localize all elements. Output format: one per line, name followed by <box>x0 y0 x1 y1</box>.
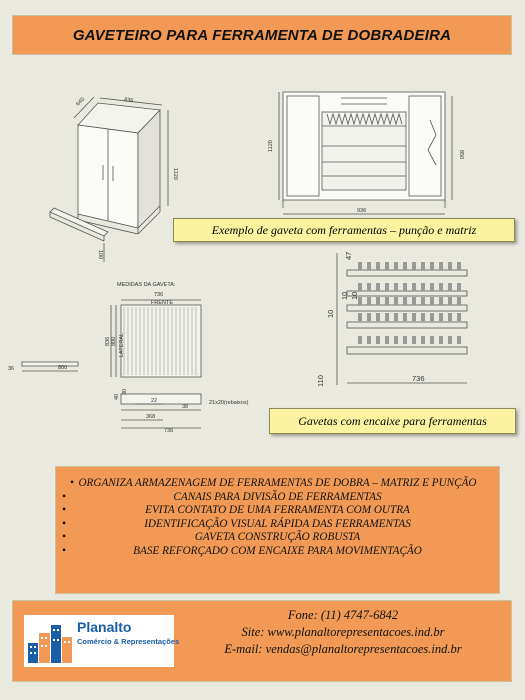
callout-drawer-slots-text: Gavetas com encaixe para ferramentas <box>298 413 487 428</box>
tool-slot <box>430 283 434 291</box>
tool-slot <box>367 313 371 321</box>
tool-slot <box>376 283 380 291</box>
section-dim-38: 38 <box>182 404 189 410</box>
front-dim-1120: 1120 <box>268 140 274 152</box>
tool-slot <box>358 262 362 270</box>
tool-slot <box>430 313 434 321</box>
features-list <box>66 477 489 558</box>
tool-slot <box>367 336 371 344</box>
tool-slot <box>421 283 425 291</box>
tool-slot <box>439 262 443 270</box>
section-dim-22: 22 <box>151 398 158 404</box>
tool-slot <box>457 283 461 291</box>
contact-phone: Fone: (11) 4747-6842 <box>287 608 399 622</box>
tool-slot <box>394 297 398 305</box>
tool-slot <box>430 262 434 270</box>
page-title: GAVETEIRO PARA FERRAMENTA DE DOBRADEIRA <box>72 26 452 44</box>
drawer-dim-736: 736 <box>154 292 164 298</box>
callout-drawer-example <box>173 218 515 242</box>
cabinet-dim-836: 836 <box>123 97 134 105</box>
tool-slot <box>403 297 407 305</box>
drawer-plan-drawing <box>22 300 201 428</box>
drawer-lateral-label: LATERAL <box>119 332 125 357</box>
tool-slot <box>403 283 407 291</box>
tool-slot <box>385 297 389 305</box>
tool-slot <box>385 336 389 344</box>
front-view-drawing <box>279 92 452 214</box>
tool-slot <box>376 313 380 321</box>
section-slot-note: 21x20(rebaixos) <box>209 400 249 406</box>
tool-slot <box>448 262 452 270</box>
company-logo <box>24 615 180 667</box>
drawer-dim-800: 800 <box>111 336 117 346</box>
tool-slot <box>367 283 371 291</box>
feature-item: • ORGANIZA ARMAZENAGEM DE FERRAMENTAS DE DOBRA – MATRIZ E PUNÇÃO <box>66 477 489 491</box>
section-dim-40: 40 <box>114 393 120 400</box>
slots-dim-110: 110 <box>316 375 325 387</box>
tool-slot <box>412 283 416 291</box>
tool-slot <box>412 262 416 270</box>
tool-slot <box>403 262 407 270</box>
tool-slot <box>439 336 443 344</box>
section-dim-368: 368 <box>146 414 156 420</box>
section-dim-30: 30 <box>122 388 128 395</box>
tool-slot <box>385 283 389 291</box>
drawer-caption: MEDIDAS DA GAVETA: <box>117 282 176 288</box>
tool-slot <box>358 313 362 321</box>
tool-slot <box>376 336 380 344</box>
cabinet-isometric-drawing <box>50 97 168 262</box>
logo-buildings-icon <box>24 615 76 667</box>
tool-slot <box>412 313 416 321</box>
tool-slot <box>421 262 425 270</box>
tool-slot <box>448 283 452 291</box>
feature-item: • EVITA CONTATO DE UMA FERRAMENTA COM OUTRA <box>66 504 489 518</box>
tool-slot <box>421 313 425 321</box>
feature-item: • BASE REFORÇADO COM ENCAIXE PARA MOVIMENTAÇÃO <box>66 545 489 559</box>
cabinet-dim-1120: 1120 <box>172 168 178 180</box>
tool-slot <box>394 336 398 344</box>
drawer-dim-836: 836 <box>105 336 111 346</box>
feature-item: • CANAIS PARA DIVISÃO DE FERRAMENTAS <box>66 491 489 505</box>
slots-tools <box>358 262 461 344</box>
drawer-front-label: FRENTE <box>151 300 173 306</box>
tool-slot <box>430 336 434 344</box>
tool-slot <box>394 283 398 291</box>
feature-item: • IDENTIFICAÇÃO VISUAL RÁPIDA DAS FERRAMENTAS <box>66 518 489 532</box>
tool-slot <box>394 313 398 321</box>
features-panel <box>55 466 500 594</box>
tool-slot <box>394 262 398 270</box>
side-dim-36: 36 <box>8 366 15 372</box>
cabinet-dim-100: 100 <box>97 250 103 260</box>
feature-item: • GAVETA CONSTRUÇÃO ROBUSTA <box>66 531 489 545</box>
slots-dim-10b: 10 <box>350 291 359 300</box>
tool-slot <box>448 313 452 321</box>
tool-slot <box>376 297 380 305</box>
callout-drawer-example-text: Exemplo de gaveta com ferramentas – punção e matriz <box>211 222 477 237</box>
tool-slot <box>439 297 443 305</box>
side-dim-800: 800 <box>58 365 68 371</box>
logo-subtitle: Comércio & Representações <box>77 637 180 646</box>
tool-slot <box>385 262 389 270</box>
tool-slot <box>457 297 461 305</box>
callout-drawer-slots <box>269 408 516 434</box>
tool-slot <box>358 283 362 291</box>
tool-slot <box>367 297 371 305</box>
slots-dim-47: 47 <box>344 251 353 260</box>
tool-slot <box>421 297 425 305</box>
front-dim-936: 936 <box>357 208 367 214</box>
tool-slot <box>439 313 443 321</box>
contact-lines <box>193 607 493 658</box>
tool-slot <box>376 262 380 270</box>
slots-dim-10a: 10 <box>340 291 349 300</box>
section-dim-736: 736 <box>164 428 174 434</box>
slots-dim-736: 736 <box>412 374 425 383</box>
tool-slot <box>430 297 434 305</box>
tool-slot <box>448 297 452 305</box>
tool-slot <box>421 336 425 344</box>
tool-slot <box>385 313 389 321</box>
tool-slot <box>448 336 452 344</box>
logo-name: Planalto <box>77 619 132 635</box>
tool-slot <box>403 336 407 344</box>
tool-slot <box>457 336 461 344</box>
contact-email[interactable]: E-mail: vendas@planaltorepresentacoes.ind.br <box>224 642 462 656</box>
tool-slot <box>457 313 461 321</box>
slots-dim-10c: 10 <box>326 309 335 318</box>
tool-slot <box>412 297 416 305</box>
tool-slot <box>367 262 371 270</box>
contact-site[interactable]: Site: www.planaltorepresentacoes.ind.br <box>241 625 445 639</box>
tool-slot <box>358 336 362 344</box>
front-dim-850: 850 <box>458 150 464 160</box>
tool-slot <box>439 283 443 291</box>
tool-slot <box>457 262 461 270</box>
cabinet-dim-640: 640 <box>75 96 86 108</box>
tool-slot <box>403 313 407 321</box>
slots-drawing <box>337 253 467 385</box>
tool-slot <box>412 336 416 344</box>
